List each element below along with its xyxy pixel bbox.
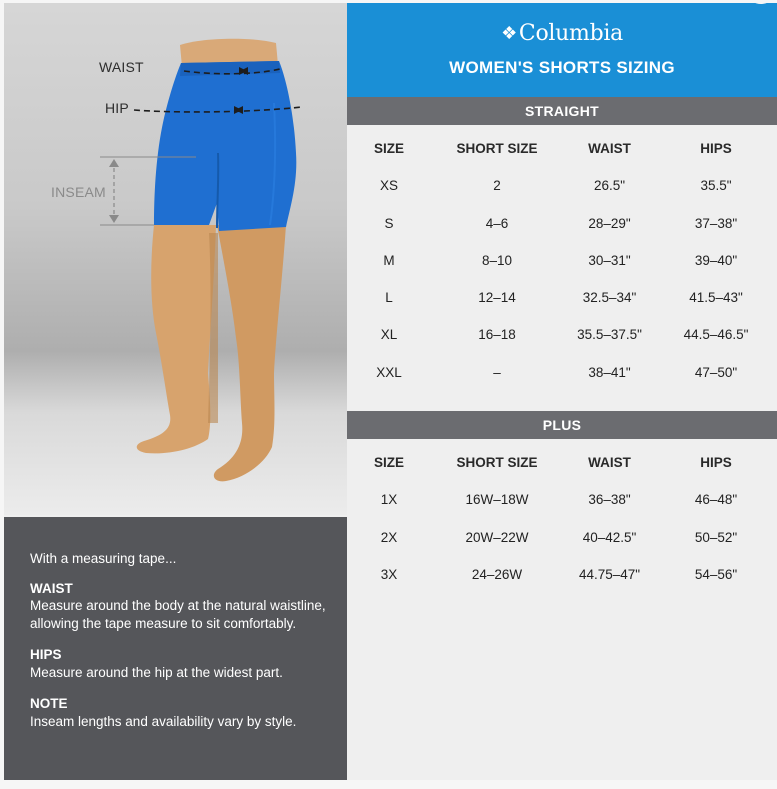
waist-cell: 28–29" [588, 215, 631, 231]
short-size-cell: 24–26W [471, 566, 523, 582]
hips-cell: 50–52" [694, 529, 738, 545]
inseam-label: INSEAM [51, 184, 106, 200]
chart-title: WOMEN'S SHORTS SIZING [449, 58, 675, 77]
waist-cell: 35.5–37.5" [577, 327, 642, 343]
short-size-cell: – [493, 364, 501, 380]
hips-cell: 41.5–43" [689, 290, 743, 306]
size-cell: M [383, 252, 395, 268]
header-waist: WAIST [588, 141, 631, 156]
table-row [347, 316, 777, 353]
plus-section-bar: PLUS [347, 411, 777, 439]
short-size-cell: 16W–18W [465, 492, 529, 508]
header-size: SIZE [373, 141, 404, 156]
table-row [347, 481, 777, 518]
waist-cell: 32.5–34" [582, 290, 637, 306]
short-size-cell: 20W–22W [465, 529, 529, 545]
header-short-size: SHORT SIZE [456, 141, 538, 156]
instructions-intro: With a measuring tape... [30, 551, 177, 566]
table-row [347, 519, 777, 556]
waist-cell: 30–31" [588, 252, 631, 268]
hips-cell: 47–50" [694, 364, 738, 380]
hips-cell: 35.5" [700, 178, 732, 194]
size-cell: 3X [380, 566, 398, 582]
hips-cell: 39–40" [694, 252, 738, 268]
size-cell: S [384, 215, 394, 231]
columbia-logo [347, 21, 777, 46]
size-cell: 1X [380, 492, 398, 508]
size-cell: L [385, 290, 393, 306]
size-cell: XXL [376, 364, 402, 380]
short-size-cell: 4–6 [485, 215, 509, 231]
note-text: Inseam lengths and availability vary by style. [30, 713, 297, 729]
plus-size-table [347, 444, 777, 593]
hips-cell: 54–56" [694, 566, 738, 582]
waist-cell: 38–41" [588, 364, 631, 380]
hips-cell: 44.5–46.5" [683, 327, 749, 343]
table-row [347, 279, 777, 316]
legs-shorts-drawing [4, 3, 347, 515]
table-row [347, 242, 777, 279]
short-size-cell: 2 [493, 178, 501, 194]
short-size-cell: 12–14 [478, 290, 516, 306]
waist-label: WAIST [99, 59, 144, 75]
hip-label: HIP [105, 100, 129, 116]
header-size: SIZE [373, 455, 404, 470]
table-header-row [347, 130, 777, 167]
body-illustration [4, 3, 347, 515]
diamond-logo-icon: ❖ [501, 23, 517, 44]
straight-section-bar: STRAIGHT [347, 97, 777, 125]
table-row [347, 354, 777, 391]
short-size-cell: 16–18 [478, 327, 516, 343]
logo-text: Columbia [518, 21, 623, 46]
waist-cell: 40–42.5" [582, 529, 637, 545]
header-hips: HIPS [700, 141, 732, 156]
bottom-margin [0, 780, 777, 789]
hips-cell: 46–48" [694, 492, 738, 508]
straight-size-table [347, 130, 777, 391]
note-heading: NOTE [30, 696, 68, 711]
header-short-size: SHORT SIZE [456, 455, 538, 470]
hips-instructions: Measure around the hip at the widest part. [30, 664, 283, 680]
brand-header [347, 3, 777, 97]
size-cell: XL [380, 327, 398, 343]
short-size-cell: 8–10 [481, 252, 513, 268]
table-header-row [347, 444, 777, 481]
header-waist: WAIST [588, 455, 631, 470]
hips-cell: 37–38" [694, 215, 738, 231]
size-cell: 2X [380, 529, 398, 545]
hips-heading: HIPS [30, 647, 62, 662]
measuring-instructions [4, 517, 347, 780]
waist-cell: 36–38" [588, 492, 631, 508]
waist-cell: 26.5" [593, 178, 626, 194]
size-cell: XS [379, 178, 398, 194]
table-row [347, 556, 777, 593]
waist-instructions: Measure around the body at the natural waistline, allowing the tape measure to sit comfortably. [30, 598, 326, 631]
waist-heading: WAIST [30, 580, 73, 596]
table-row [347, 167, 777, 204]
header-hips: HIPS [700, 455, 732, 470]
waist-cell: 44.75–47" [578, 566, 641, 582]
table-row [347, 205, 777, 242]
